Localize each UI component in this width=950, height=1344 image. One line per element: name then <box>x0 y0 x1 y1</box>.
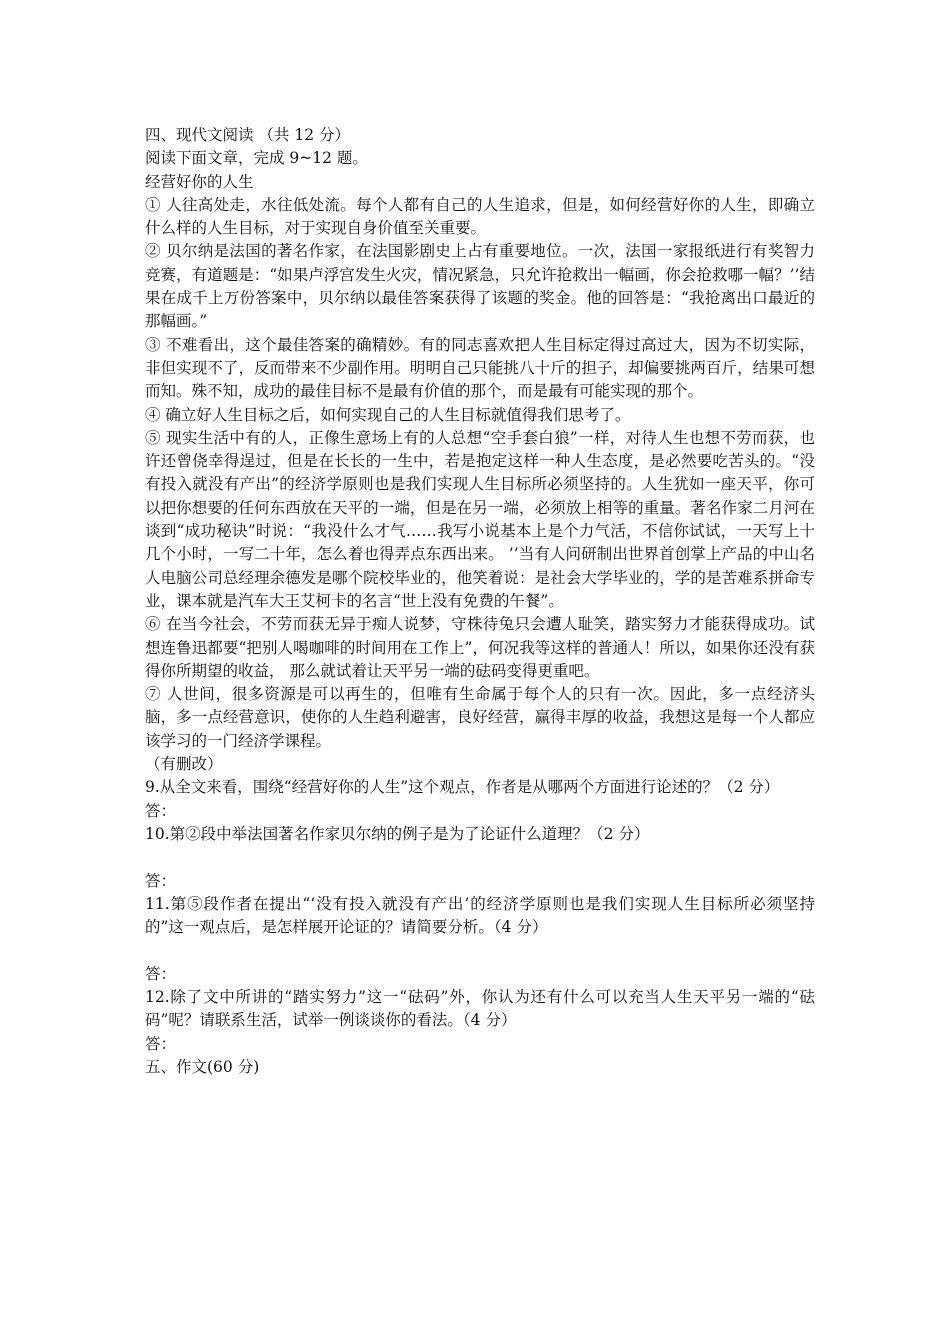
article-title: 经营好你的人生 <box>145 172 254 191</box>
section-five-heading: 五、作文(60 分) <box>145 1057 260 1076</box>
paragraph-2: ② 贝尔纳是法国的著名作家，在法国影剧史上占有重要地位。一次，法国一家报纸进行有奖智力竞赛，有道题是：“如果卢浮宫发生火灾，情况紧急，只允许抢救出一幅画，你会抢救哪一幅？’’结果在成千上万份答案中，贝尔纳以最佳答案获得了该题的奖金。他的回答是：“我抢离出口最近的那幅画。” <box>145 242 816 331</box>
answer-label-12: 答： <box>145 1034 177 1053</box>
edit-note: （有删改） <box>145 755 223 774</box>
answer-label-9: 答： <box>145 801 177 820</box>
document-page <box>145 124 815 1079</box>
paragraph-6: ⑥ 在当今社会，不劳而获无异于痴人说梦，守株待兔只会遭人耻笑，踏实努力才能获得成功。试想连鲁迅都要“把别人喝咖啡的时间用在工作上”，何况我等这样的普通人！所以，如果你还没有获得你所期望的收益， 那么就试着让天平另一端的砝码变得更重吧。 <box>145 615 815 680</box>
answer-space <box>145 939 815 962</box>
question-10: 10.第②段中举法国著名作家贝尔纳的例子是为了论证什么道理？（2 分） <box>145 824 650 843</box>
question-9: 9.从全文来看，围绕“经营好你的人生”这个观点，作者是从哪两个方面进行论述的？（2 分） <box>145 778 780 797</box>
paragraph-3: ③ 不难看出，这个最佳答案的确精妙。有的同志喜欢把人生目标定得过高过大，因为不切实际，非但实现不了，反而带来不少副作用。明明自己只能挑八十斤的担子，却偏要挑两百斤，结果可想而知。殊不知，成功的最佳目标不是最有价值的那个，而是最有可能实现的那个。 <box>145 335 815 401</box>
paragraph-5: ⑤ 现实生活中有的人，正像生意场上有的人总想“空手套白狼”一样，对待人生也想不劳而获，也许还曾侥幸得逞过，但是在长长的一生中，若是抱定这样一种人生态度，是必然要吃苦头的。“没有投入就没有产出”的经济学原则也是我们实现人生目标所必须坚持的。人生犹如一座天平，你可以把你想要的任何东西放在天平的一端，但是在另一端，必须放上相等的重量。著名作家二月河在谈到“成功秘诀”时说：“我没什么才气……我写小说基本上是个力气活，不信你试试，一天写上十几个小时，一写二十年，怎么着也得弄点东西出来。 ’’当有人问研制出世界首创掌上产品的中山名人电脑公司总经理余德发是哪个院校毕业的，他笑着说：是社会大学毕业的，学的是苦难系拼命专业，课本就是汽车大王艾柯卡的名言“世上没有免费的午餐”。 <box>145 428 815 610</box>
answer-space <box>145 846 815 869</box>
paragraph-1: ① 人往高处走，水往低处流。每个人都有自己的人生追求，但是，如何经营好你的人生，即确立什么样的人生目标，对于实现自身价值至关重要。 <box>145 195 815 238</box>
answer-label-10: 答： <box>145 871 177 890</box>
section-four-heading: 四、现代文阅读 （共 12 分） <box>145 126 351 144</box>
answer-label-11: 答： <box>145 964 177 983</box>
paragraph-4: ④ 确立好人生目标之后，如何实现自己的人生目标就值得我们思考了。 <box>145 405 631 424</box>
paragraph-7: ⑦ 人世间，很多资源是可以再生的，但唯有生命属于每个人的只有一次。因此，多一点经济头脑，多一点经营意识，使你的人生趋利避害，良好经营，赢得丰厚的收益，我想这是每一个人都应该学习的一门经济学课程。 <box>145 685 815 750</box>
question-11: 11.第⑤段作者在提出“‘没有投入就没有产出’的经济学原则也是我们实现人生目标所必须坚持的”这一观点后，是怎样展开论证的？请简要分析。（4 分） <box>145 894 815 937</box>
question-12: 12.除了文中所讲的“踏实努力”这一“砝码”外，你认为还有什么可以充当人生天平另一端的“砝码”呢？请联系生活，试举一例谈谈你的看法。（4 分） <box>145 987 815 1030</box>
reading-instruction: 阅读下面文章，完成 9~12 题。 <box>145 149 368 168</box>
